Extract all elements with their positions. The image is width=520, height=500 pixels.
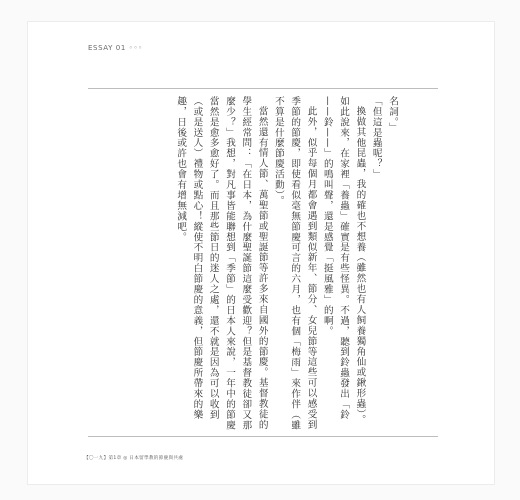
page-footer: 【〇一九】第1章 ◎ 日本留學教的節慶與共處 [84,456,184,461]
top-rule [88,88,438,89]
paragraph-2: 「但這是蟲呢？」 [370,96,382,180]
vertical-text-body [96,96,400,432]
paragraph-5: 當然還有情人節、萬聖節或聖誕節等許多來自國外的節慶。基督教徒的學生經常問：「在日本，為什麼聖誕節這麼受歡迎？但是基督教徒卻又那麼少？」我想，對凡事皆能聯想到「季節」的日本人來說，一年中的節慶當然是愈多愈好了。而且那些節日的迷人之處，還不就是因為可以收到（或是送人）禮物或點心！縱使不明白節慶的意義，但節慶所帶來的樂趣，日後或許也會有增無減吧。 [175,96,268,431]
paragraph-4: 此外，似乎每個月都會遇到類似新年、節分、女兒節等這些可以感受到季節的節慶，即使看似毫無節慶可言的六月，也有個「梅雨」來作伴（雖不算是什麼節慶活動）。 [272,96,317,431]
paragraph-1: 名詞。」 [387,96,398,133]
running-header: ESSAY 01 ◦◦◦ [88,44,143,52]
paragraph-3: 換做其他昆蟲，我的確也不想養（雖然也有人飼養獨角仙或鍬形蟲）。如此說來，在家裡「養蟲」確實是有些怪異。不過，聽到鈴蟲發出「鈴——鈴——」的鳴叫聲，還是感覺「挺風雅」的啊。 [321,96,366,425]
bottom-rule [88,436,438,437]
